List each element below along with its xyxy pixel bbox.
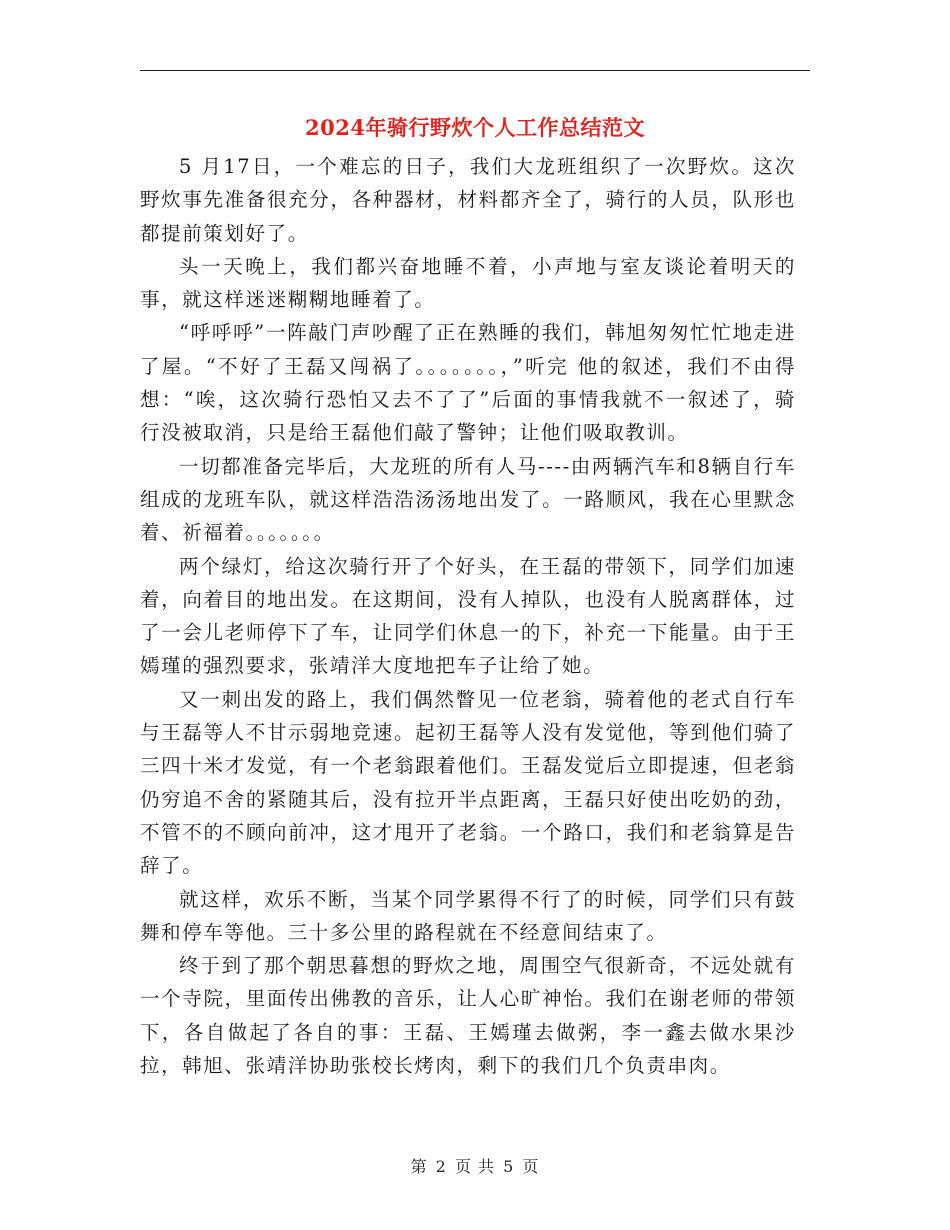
paragraph-8: 终于到了那个朝思暮想的野炊之地，周围空气很新奇，不远处就有一个寺院，里面传出佛教的音乐，让人心旷神怡。我们在谢老师的带领下，各自做起了各自的事：王磊、王嫣瑾去做粥，李一鑫去做水果沙拉，韩旭、张靖洋协助张校长烤肉，剩下的我们几个负责串肉。 (140, 954, 796, 1078)
paragraph-5: 两个绿灯，给这次骑行开了个好头，在王磊的带领下，同学们加速着，向着目的地出发。在这期间，没有人掉队，也没有人脱离群体，过了一会儿老师停下了车，让同学们休息一的下，补充一下能量。由于王嫣瑾的强烈要求，张靖洋大度地把车子让给了她。 (140, 554, 796, 678)
paragraph-3: “呼呼呼”一阵敲门声吵醒了正在熟睡的我们，韩旭匆匆忙忙地走进了屋。“不好了王磊又闯祸了。。。。。。。，”听完 他的叙述，我们不由得想：“唉，这次骑行恐怕又去不了了”后面的事情我就不一叙述了，骑行没被取消，只是给王磊他们敲了警钟；让他们吸取教训。 (140, 321, 796, 445)
paragraph-7: 就这样，欢乐不断，当某个同学累得不行了的时候，同学们只有鼓舞和停车等他。三十多公里的路程就在不经意间结束了。 (140, 887, 796, 944)
paragraph-2: 头一天晚上，我们都兴奋地睡不着，小声地与室友谈论着明天的事，就这样迷迷糊糊地睡着了。 (140, 254, 796, 312)
header-rule (140, 70, 810, 71)
document-title: 2024年骑行野炊个人工作总结范文 (305, 115, 645, 140)
page-footer (0, 1154, 950, 1177)
footer-middle: 页 共 (454, 1157, 496, 1176)
footer-suffix: 页 (522, 1157, 540, 1176)
paragraph-4: 一切都准备完毕后，大龙班的所有人马----由两辆汽车和8辆自行车组成的龙班车队，就这样浩浩汤汤地出发了。一路顺风，我在心里默念着、祈福着。。。。。。。 (140, 454, 796, 545)
paragraph-6: 又一刺出发的路上，我们偶然瞥见一位老翁，骑着他的老式自行车与王磊等人不甘示弱地竞速。起初王磊等人没有发觉他，等到他们骑了三四十米才发觉，有一个老翁跟着他们。王磊发觉后立即提速，但老翁仍穷追不舍的紧随其后，没有拉开半点距离，王磊只好使出吃奶的劲，不管不的不顾向前冲，这才甩开了老翁。一个路口，我们和老翁算是告辞了。 (140, 687, 796, 878)
footer-prefix: 第 (410, 1157, 428, 1176)
document-body (140, 150, 796, 1082)
current-page-number: 2 (435, 1157, 447, 1176)
paragraph-1: 5 月17日，一个难忘的日子，我们大龙班组织了一次野炊。这次野炊事先准备很充分，各种器材，材料都齐全了，骑行的人员，队形也都提前策划好了。 (140, 155, 796, 245)
total-page-count: 5 (503, 1157, 515, 1176)
